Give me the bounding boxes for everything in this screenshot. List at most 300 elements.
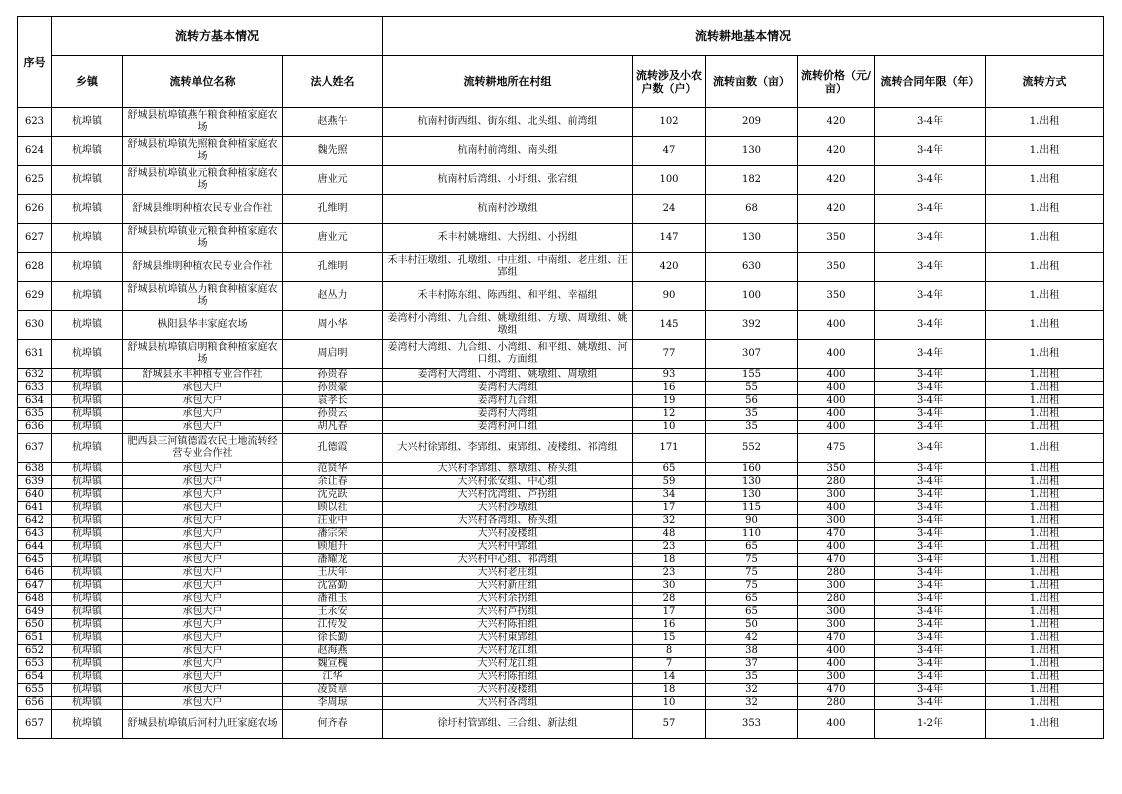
cell-unit-name: 舒城县杭埠镇业元粮食种植家庭农场	[123, 166, 283, 195]
col-header-method: 流转方式	[986, 56, 1104, 108]
cell-area: 65	[706, 541, 798, 554]
cell-legal-person: 何齐春	[283, 710, 383, 739]
cell-legal-person: 李周琼	[283, 697, 383, 710]
cell-unit-name: 承包大户	[123, 697, 283, 710]
col-header-seq: 序号	[18, 17, 52, 108]
table-row	[18, 593, 1104, 606]
cell-method: 1.出租	[986, 580, 1104, 593]
cell-households: 24	[633, 195, 706, 224]
cell-households: 16	[633, 382, 706, 395]
land-transfer-table	[17, 16, 1104, 739]
cell-households: 18	[633, 554, 706, 567]
table-row	[18, 311, 1104, 340]
cell-term: 3-4年	[875, 408, 986, 421]
cell-term: 3-4年	[875, 541, 986, 554]
cell-legal-person: 王永安	[283, 606, 383, 619]
cell-seq: 637	[18, 434, 52, 463]
cell-method: 1.出租	[986, 108, 1104, 137]
cell-seq: 624	[18, 137, 52, 166]
cell-town: 杭埠镇	[52, 224, 123, 253]
cell-village-group: 大兴村沙墩组	[383, 502, 633, 515]
cell-village-group: 大兴村沈湾组、芦拐组	[383, 489, 633, 502]
cell-price: 400	[798, 340, 875, 369]
cell-town: 杭埠镇	[52, 515, 123, 528]
cell-price: 350	[798, 224, 875, 253]
cell-village-group: 大兴村凌楼组	[383, 528, 633, 541]
table-row	[18, 408, 1104, 421]
cell-seq: 652	[18, 645, 52, 658]
cell-area: 35	[706, 421, 798, 434]
cell-area: 37	[706, 658, 798, 671]
cell-households: 59	[633, 476, 706, 489]
cell-legal-person: 魏宣槐	[283, 658, 383, 671]
cell-area: 160	[706, 463, 798, 476]
table-row	[18, 340, 1104, 369]
cell-town: 杭埠镇	[52, 502, 123, 515]
cell-area: 110	[706, 528, 798, 541]
cell-village-group: 姜湾村大湾组	[383, 408, 633, 421]
cell-method: 1.出租	[986, 593, 1104, 606]
cell-price: 470	[798, 528, 875, 541]
cell-area: 130	[706, 489, 798, 502]
cell-term: 3-4年	[875, 619, 986, 632]
cell-unit-name: 舒城县杭埠镇后河村九旺家庭农场	[123, 710, 283, 739]
cell-legal-person: 赵燕午	[283, 108, 383, 137]
cell-legal-person: 袁孝长	[283, 395, 383, 408]
cell-unit-name: 肥西县三河镇德霞农民土地流转经营专业合作社	[123, 434, 283, 463]
cell-term: 3-4年	[875, 195, 986, 224]
cell-village-group: 徐圩村管郢组、三合组、新法组	[383, 710, 633, 739]
table-row	[18, 224, 1104, 253]
table-row	[18, 580, 1104, 593]
cell-town: 杭埠镇	[52, 137, 123, 166]
cell-unit-name: 承包大户	[123, 593, 283, 606]
cell-town: 杭埠镇	[52, 282, 123, 311]
cell-price: 300	[798, 671, 875, 684]
cell-price: 470	[798, 684, 875, 697]
cell-area: 32	[706, 697, 798, 710]
cell-term: 3-4年	[875, 166, 986, 195]
cell-legal-person: 凌贤章	[283, 684, 383, 697]
cell-town: 杭埠镇	[52, 684, 123, 697]
table-row	[18, 421, 1104, 434]
cell-method: 1.出租	[986, 369, 1104, 382]
table-row	[18, 645, 1104, 658]
cell-village-group: 大兴村老庄组	[383, 567, 633, 580]
cell-town: 杭埠镇	[52, 311, 123, 340]
cell-area: 75	[706, 554, 798, 567]
cell-seq: 642	[18, 515, 52, 528]
cell-term: 3-4年	[875, 684, 986, 697]
cell-legal-person: 周小华	[283, 311, 383, 340]
cell-price: 475	[798, 434, 875, 463]
cell-unit-name: 承包大户	[123, 632, 283, 645]
cell-seq: 653	[18, 658, 52, 671]
cell-term: 3-4年	[875, 554, 986, 567]
cell-term: 3-4年	[875, 658, 986, 671]
cell-unit-name: 承包大户	[123, 421, 283, 434]
cell-legal-person: 沈克跃	[283, 489, 383, 502]
cell-price: 350	[798, 282, 875, 311]
col-header-legal-person: 法人姓名	[283, 56, 383, 108]
cell-village-group: 大兴村芦拐组	[383, 606, 633, 619]
cell-area: 552	[706, 434, 798, 463]
table-row	[18, 684, 1104, 697]
cell-price: 400	[798, 541, 875, 554]
cell-households: 171	[633, 434, 706, 463]
cell-households: 145	[633, 311, 706, 340]
cell-seq: 648	[18, 593, 52, 606]
cell-legal-person: 潘耀龙	[283, 554, 383, 567]
table-row	[18, 434, 1104, 463]
cell-unit-name: 承包大户	[123, 619, 283, 632]
cell-village-group: 大兴村陈拍组	[383, 619, 633, 632]
cell-area: 209	[706, 108, 798, 137]
cell-village-group: 姜湾村河口组	[383, 421, 633, 434]
cell-seq: 639	[18, 476, 52, 489]
col-header-area: 流转亩数（亩）	[706, 56, 798, 108]
cell-method: 1.出租	[986, 463, 1104, 476]
cell-unit-name: 舒城县永丰种植专业合作社	[123, 369, 283, 382]
cell-unit-name: 枞阳县华丰家庭农场	[123, 311, 283, 340]
cell-legal-person: 唐业元	[283, 224, 383, 253]
cell-town: 杭埠镇	[52, 166, 123, 195]
cell-village-group: 姜湾村小湾组、九合组、姚墩组组、方墩、周墩组、姚墩组	[383, 311, 633, 340]
table-row	[18, 697, 1104, 710]
cell-unit-name: 承包大户	[123, 554, 283, 567]
cell-method: 1.出租	[986, 567, 1104, 580]
cell-village-group: 大兴村中心组、祁湾组	[383, 554, 633, 567]
cell-town: 杭埠镇	[52, 340, 123, 369]
cell-village-group: 大兴村凌楼组	[383, 684, 633, 697]
cell-area: 35	[706, 671, 798, 684]
cell-area: 35	[706, 408, 798, 421]
cell-village-group: 大兴村龙江组	[383, 645, 633, 658]
cell-term: 3-4年	[875, 463, 986, 476]
cell-town: 杭埠镇	[52, 606, 123, 619]
cell-term: 3-4年	[875, 434, 986, 463]
cell-price: 400	[798, 502, 875, 515]
cell-households: 147	[633, 224, 706, 253]
table-row	[18, 619, 1104, 632]
cell-method: 1.出租	[986, 684, 1104, 697]
cell-price: 400	[798, 382, 875, 395]
table-row	[18, 502, 1104, 515]
cell-method: 1.出租	[986, 382, 1104, 395]
cell-unit-name: 承包大户	[123, 658, 283, 671]
table-row	[18, 166, 1104, 195]
cell-unit-name: 承包大户	[123, 528, 283, 541]
cell-town: 杭埠镇	[52, 541, 123, 554]
cell-unit-name: 承包大户	[123, 408, 283, 421]
cell-area: 353	[706, 710, 798, 739]
cell-unit-name: 承包大户	[123, 489, 283, 502]
cell-unit-name: 承包大户	[123, 671, 283, 684]
cell-seq: 635	[18, 408, 52, 421]
cell-unit-name: 承包大户	[123, 515, 283, 528]
cell-town: 杭埠镇	[52, 434, 123, 463]
cell-legal-person: 余让春	[283, 476, 383, 489]
table-body	[18, 108, 1104, 739]
cell-seq: 641	[18, 502, 52, 515]
cell-method: 1.出租	[986, 421, 1104, 434]
cell-seq: 631	[18, 340, 52, 369]
cell-town: 杭埠镇	[52, 645, 123, 658]
cell-term: 3-4年	[875, 421, 986, 434]
cell-term: 3-4年	[875, 476, 986, 489]
cell-households: 23	[633, 541, 706, 554]
cell-term: 3-4年	[875, 382, 986, 395]
cell-legal-person: 孔维明	[283, 195, 383, 224]
cell-seq: 632	[18, 369, 52, 382]
cell-households: 47	[633, 137, 706, 166]
cell-area: 75	[706, 580, 798, 593]
cell-seq: 636	[18, 421, 52, 434]
cell-unit-name: 舒城县杭埠镇业元粮食种植家庭农场	[123, 224, 283, 253]
cell-unit-name: 承包大户	[123, 395, 283, 408]
cell-term: 3-4年	[875, 224, 986, 253]
cell-village-group: 杭南村前湾组、南头组	[383, 137, 633, 166]
cell-unit-name: 承包大户	[123, 567, 283, 580]
cell-households: 17	[633, 502, 706, 515]
cell-households: 16	[633, 619, 706, 632]
table-row	[18, 671, 1104, 684]
cell-price: 280	[798, 593, 875, 606]
cell-town: 杭埠镇	[52, 195, 123, 224]
cell-legal-person: 周启明	[283, 340, 383, 369]
cell-area: 38	[706, 645, 798, 658]
cell-village-group: 杭南村街西组、街东组、北头组、前湾组	[383, 108, 633, 137]
cell-seq: 640	[18, 489, 52, 502]
cell-legal-person: 江华	[283, 671, 383, 684]
cell-price: 300	[798, 580, 875, 593]
cell-households: 90	[633, 282, 706, 311]
cell-village-group: 姜湾村大湾组、九合组、小湾组、和平组、姚墩组、河口组、方面组	[383, 340, 633, 369]
cell-unit-name: 承包大户	[123, 476, 283, 489]
cell-area: 55	[706, 382, 798, 395]
cell-price: 350	[798, 463, 875, 476]
cell-town: 杭埠镇	[52, 580, 123, 593]
cell-price: 300	[798, 489, 875, 502]
cell-term: 3-4年	[875, 671, 986, 684]
cell-town: 杭埠镇	[52, 408, 123, 421]
cell-price: 300	[798, 515, 875, 528]
cell-village-group: 杭南村后湾组、小圩组、张宕组	[383, 166, 633, 195]
cell-area: 130	[706, 137, 798, 166]
col-header-price: 流转价格（元/亩）	[798, 56, 875, 108]
cell-price: 400	[798, 710, 875, 739]
cell-legal-person: 顾以社	[283, 502, 383, 515]
cell-village-group: 禾丰村陈东组、陈西组、和平组、幸福组	[383, 282, 633, 311]
cell-seq: 651	[18, 632, 52, 645]
cell-method: 1.出租	[986, 541, 1104, 554]
cell-method: 1.出租	[986, 710, 1104, 739]
cell-term: 3-4年	[875, 108, 986, 137]
cell-area: 90	[706, 515, 798, 528]
cell-area: 392	[706, 311, 798, 340]
cell-town: 杭埠镇	[52, 528, 123, 541]
cell-area: 42	[706, 632, 798, 645]
cell-seq: 656	[18, 697, 52, 710]
cell-village-group: 大兴村中郢组	[383, 541, 633, 554]
cell-town: 杭埠镇	[52, 671, 123, 684]
cell-seq: 645	[18, 554, 52, 567]
cell-seq: 623	[18, 108, 52, 137]
cell-price: 400	[798, 645, 875, 658]
cell-village-group: 大兴村各湾组	[383, 697, 633, 710]
cell-town: 杭埠镇	[52, 593, 123, 606]
table-row	[18, 395, 1104, 408]
cell-seq: 630	[18, 311, 52, 340]
cell-households: 93	[633, 369, 706, 382]
group-header-transferee: 流转方基本情况	[52, 17, 383, 56]
table-row	[18, 369, 1104, 382]
cell-price: 420	[798, 195, 875, 224]
cell-term: 3-4年	[875, 137, 986, 166]
cell-price: 400	[798, 421, 875, 434]
cell-term: 3-4年	[875, 395, 986, 408]
col-header-village-group: 流转耕地所在村组	[383, 56, 633, 108]
cell-village-group: 杭南村沙墩组	[383, 195, 633, 224]
col-header-unit-name: 流转单位名称	[123, 56, 283, 108]
cell-town: 杭埠镇	[52, 421, 123, 434]
table-row	[18, 282, 1104, 311]
table-row	[18, 515, 1104, 528]
cell-area: 50	[706, 619, 798, 632]
cell-legal-person: 孔维明	[283, 253, 383, 282]
cell-seq: 634	[18, 395, 52, 408]
cell-method: 1.出租	[986, 671, 1104, 684]
cell-price: 470	[798, 632, 875, 645]
cell-legal-person: 胡凡春	[283, 421, 383, 434]
cell-town: 杭埠镇	[52, 382, 123, 395]
cell-town: 杭埠镇	[52, 395, 123, 408]
cell-term: 3-4年	[875, 340, 986, 369]
cell-town: 杭埠镇	[52, 476, 123, 489]
cell-price: 400	[798, 408, 875, 421]
cell-town: 杭埠镇	[52, 632, 123, 645]
cell-method: 1.出租	[986, 658, 1104, 671]
cell-term: 3-4年	[875, 282, 986, 311]
cell-area: 155	[706, 369, 798, 382]
cell-method: 1.出租	[986, 253, 1104, 282]
cell-legal-person: 魏先照	[283, 137, 383, 166]
cell-legal-person: 孔德霞	[283, 434, 383, 463]
cell-method: 1.出租	[986, 340, 1104, 369]
cell-seq: 646	[18, 567, 52, 580]
cell-price: 400	[798, 311, 875, 340]
cell-seq: 626	[18, 195, 52, 224]
cell-area: 32	[706, 684, 798, 697]
cell-town: 杭埠镇	[52, 658, 123, 671]
table-row	[18, 253, 1104, 282]
cell-households: 12	[633, 408, 706, 421]
cell-unit-name: 承包大户	[123, 580, 283, 593]
cell-households: 65	[633, 463, 706, 476]
cell-price: 420	[798, 108, 875, 137]
cell-method: 1.出租	[986, 502, 1104, 515]
table-row	[18, 195, 1104, 224]
cell-price: 280	[798, 697, 875, 710]
table-row	[18, 463, 1104, 476]
table-row	[18, 567, 1104, 580]
table-row	[18, 658, 1104, 671]
table-row	[18, 632, 1104, 645]
cell-households: 102	[633, 108, 706, 137]
cell-legal-person: 潘宗荣	[283, 528, 383, 541]
cell-price: 420	[798, 137, 875, 166]
cell-area: 75	[706, 567, 798, 580]
cell-legal-person: 江传发	[283, 619, 383, 632]
cell-town: 杭埠镇	[52, 554, 123, 567]
cell-town: 杭埠镇	[52, 108, 123, 137]
cell-area: 307	[706, 340, 798, 369]
cell-term: 3-4年	[875, 515, 986, 528]
cell-households: 77	[633, 340, 706, 369]
cell-legal-person: 汪业中	[283, 515, 383, 528]
cell-households: 18	[633, 684, 706, 697]
cell-village-group: 姜湾村大湾组	[383, 382, 633, 395]
cell-village-group: 姜湾村大湾组、小湾组、姚墩组、周墩组	[383, 369, 633, 382]
table-row	[18, 489, 1104, 502]
cell-households: 8	[633, 645, 706, 658]
cell-legal-person: 孙贵春	[283, 369, 383, 382]
cell-village-group: 大兴村東郢组	[383, 632, 633, 645]
cell-unit-name: 承包大户	[123, 382, 283, 395]
table-row	[18, 528, 1104, 541]
cell-term: 3-4年	[875, 632, 986, 645]
cell-legal-person: 徐长勤	[283, 632, 383, 645]
cell-village-group: 大兴村徐郢组、李郢组、東郢组、凌楼组、祁湾组	[383, 434, 633, 463]
cell-seq: 638	[18, 463, 52, 476]
group-header-land: 流转耕地基本情况	[383, 17, 1104, 56]
cell-price: 280	[798, 476, 875, 489]
cell-price: 400	[798, 369, 875, 382]
cell-households: 48	[633, 528, 706, 541]
cell-method: 1.出租	[986, 476, 1104, 489]
cell-legal-person: 赵海燕	[283, 645, 383, 658]
cell-method: 1.出租	[986, 554, 1104, 567]
cell-method: 1.出租	[986, 166, 1104, 195]
cell-village-group: 禾丰村汪墩组、孔墩组、中庄组、中南组、老庄组、汪郢组	[383, 253, 633, 282]
table-row	[18, 382, 1104, 395]
cell-price: 280	[798, 567, 875, 580]
cell-seq: 629	[18, 282, 52, 311]
col-header-term: 流转合同年限（年）	[875, 56, 986, 108]
cell-method: 1.出租	[986, 515, 1104, 528]
cell-term: 3-4年	[875, 697, 986, 710]
cell-seq: 627	[18, 224, 52, 253]
cell-method: 1.出租	[986, 528, 1104, 541]
cell-method: 1.出租	[986, 645, 1104, 658]
cell-price: 400	[798, 395, 875, 408]
cell-seq: 657	[18, 710, 52, 739]
cell-households: 30	[633, 580, 706, 593]
cell-term: 3-4年	[875, 369, 986, 382]
cell-method: 1.出租	[986, 311, 1104, 340]
cell-households: 17	[633, 606, 706, 619]
cell-town: 杭埠镇	[52, 463, 123, 476]
cell-village-group: 大兴村龙江组	[383, 658, 633, 671]
cell-households: 100	[633, 166, 706, 195]
cell-unit-name: 承包大户	[123, 606, 283, 619]
cell-legal-person: 王庆年	[283, 567, 383, 580]
cell-method: 1.出租	[986, 606, 1104, 619]
cell-unit-name: 舒城县杭埠镇丛力粮食种植家庭农场	[123, 282, 283, 311]
cell-method: 1.出租	[986, 408, 1104, 421]
cell-seq: 643	[18, 528, 52, 541]
cell-term: 3-4年	[875, 489, 986, 502]
